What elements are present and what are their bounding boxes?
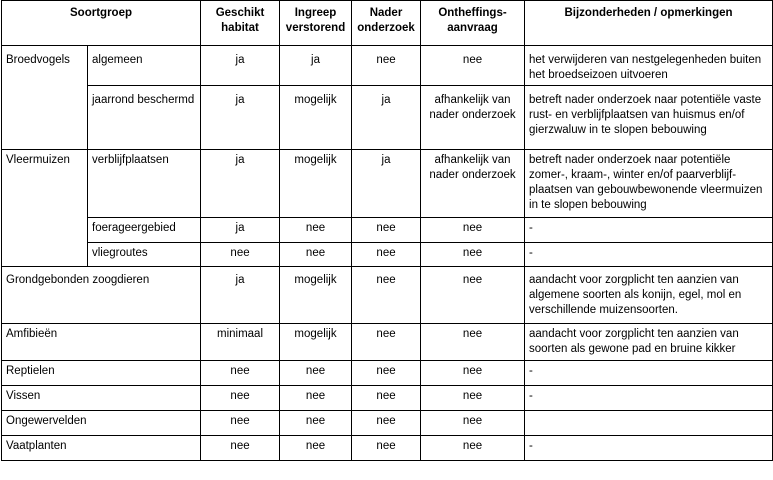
ontheffing-cell: afhankelijk van nader onderzoek bbox=[421, 150, 525, 218]
nader-cell: nee bbox=[352, 324, 421, 361]
header-ontheffing: Ontheffings-aanvraag bbox=[421, 1, 525, 46]
group-cell: Grondgebonden zoogdieren bbox=[2, 267, 201, 324]
ingreep-cell: mogelijk bbox=[280, 86, 352, 150]
ontheffing-cell: nee bbox=[421, 361, 525, 386]
table-row bbox=[2, 411, 773, 436]
header-habitat: Geschikt habitat bbox=[201, 1, 280, 46]
table-row bbox=[2, 243, 773, 267]
group-cell: Vaatplanten bbox=[2, 436, 201, 461]
group-cell: Ongewervelden bbox=[2, 411, 201, 436]
ingreep-cell: mogelijk bbox=[280, 150, 352, 218]
group-cell: Vissen bbox=[2, 386, 201, 411]
subgroup-cell: vliegroutes bbox=[88, 243, 201, 267]
group-cell: Broedvogels bbox=[2, 46, 88, 150]
note-cell: - bbox=[525, 386, 773, 411]
ontheffing-cell: nee bbox=[421, 436, 525, 461]
subgroup-cell: verblijfplaatsen bbox=[88, 150, 201, 218]
header-bijzonderheden: Bijzonderheden / opmerkingen bbox=[525, 1, 773, 46]
ontheffing-cell: nee bbox=[421, 324, 525, 361]
habitat-cell: minimaal bbox=[201, 324, 280, 361]
ingreep-cell: nee bbox=[280, 361, 352, 386]
note-cell: - bbox=[525, 243, 773, 267]
table-row bbox=[2, 324, 773, 361]
group-cell: Vleermuizen bbox=[2, 150, 88, 267]
habitat-cell: ja bbox=[201, 267, 280, 324]
ontheffing-cell: afhankelijk van nader onderzoek bbox=[421, 86, 525, 150]
nader-cell: ja bbox=[352, 150, 421, 218]
ingreep-cell: nee bbox=[280, 218, 352, 243]
nader-cell: nee bbox=[352, 267, 421, 324]
habitat-cell: nee bbox=[201, 411, 280, 436]
table-row bbox=[2, 386, 773, 411]
note-cell: aandacht voor zorgplicht ten aanzien van algemene soorten als konijn, egel, mol en verschillende muizensoorten. bbox=[525, 267, 773, 324]
nader-cell: nee bbox=[352, 46, 421, 86]
ingreep-cell: nee bbox=[280, 243, 352, 267]
header-row bbox=[2, 1, 773, 46]
table-row bbox=[2, 150, 773, 218]
ontheffing-cell: nee bbox=[421, 267, 525, 324]
ontheffing-cell: nee bbox=[421, 46, 525, 86]
ingreep-cell: mogelijk bbox=[280, 324, 352, 361]
note-cell: - bbox=[525, 436, 773, 461]
header-nader: Nader onderzoek bbox=[352, 1, 421, 46]
ontheffing-cell: nee bbox=[421, 218, 525, 243]
note-cell: - bbox=[525, 361, 773, 386]
table-row bbox=[2, 46, 773, 86]
habitat-cell: ja bbox=[201, 150, 280, 218]
table-row bbox=[2, 361, 773, 386]
habitat-cell: nee bbox=[201, 386, 280, 411]
ingreep-cell: nee bbox=[280, 411, 352, 436]
ingreep-cell: nee bbox=[280, 436, 352, 461]
nader-cell: nee bbox=[352, 243, 421, 267]
note-cell: betreft nader onderzoek naar potentiële zomer-, kraam-, winter en/of paarverblijf-plaatsen van gebouwbewonende vleermuizen in te slopen bebouwing bbox=[525, 150, 773, 218]
header-soortgroep: Soortgroep bbox=[2, 1, 201, 46]
nader-cell: nee bbox=[352, 386, 421, 411]
habitat-cell: ja bbox=[201, 218, 280, 243]
nader-cell: ja bbox=[352, 86, 421, 150]
header-ingreep: Ingreep verstorend bbox=[280, 1, 352, 46]
subgroup-cell: foerageergebied bbox=[88, 218, 201, 243]
note-cell: betreft nader onderzoek naar potentiële vaste rust- en verblijfplaatsen van huismus en/of gierzwaluw in te slopen bebouwing bbox=[525, 86, 773, 150]
note-cell: aandacht voor zorgplicht ten aanzien van soorten als gewone pad en bruine kikker bbox=[525, 324, 773, 361]
habitat-cell: nee bbox=[201, 243, 280, 267]
nader-cell: nee bbox=[352, 218, 421, 243]
nader-cell: nee bbox=[352, 361, 421, 386]
table-row bbox=[2, 218, 773, 243]
nader-cell: nee bbox=[352, 411, 421, 436]
habitat-cell: ja bbox=[201, 86, 280, 150]
ontheffing-cell: nee bbox=[421, 243, 525, 267]
group-cell: Amfibieën bbox=[2, 324, 201, 361]
note-cell: - bbox=[525, 218, 773, 243]
subgroup-cell: jaarrond beschermd bbox=[88, 86, 201, 150]
note-cell bbox=[525, 411, 773, 436]
ingreep-cell: mogelijk bbox=[280, 267, 352, 324]
group-cell: Reptielen bbox=[2, 361, 201, 386]
table-row bbox=[2, 267, 773, 324]
ingreep-cell: ja bbox=[280, 46, 352, 86]
subgroup-cell: algemeen bbox=[88, 46, 201, 86]
table-row bbox=[2, 86, 773, 150]
ontheffing-cell: nee bbox=[421, 386, 525, 411]
species-table bbox=[1, 0, 773, 461]
habitat-cell: ja bbox=[201, 46, 280, 86]
table-row bbox=[2, 436, 773, 461]
habitat-cell: nee bbox=[201, 436, 280, 461]
nader-cell: nee bbox=[352, 436, 421, 461]
habitat-cell: nee bbox=[201, 361, 280, 386]
note-cell: het verwijderen van nestgelegenheden buiten het broedseizoen uitvoeren bbox=[525, 46, 773, 86]
ingreep-cell: nee bbox=[280, 386, 352, 411]
ontheffing-cell: nee bbox=[421, 411, 525, 436]
